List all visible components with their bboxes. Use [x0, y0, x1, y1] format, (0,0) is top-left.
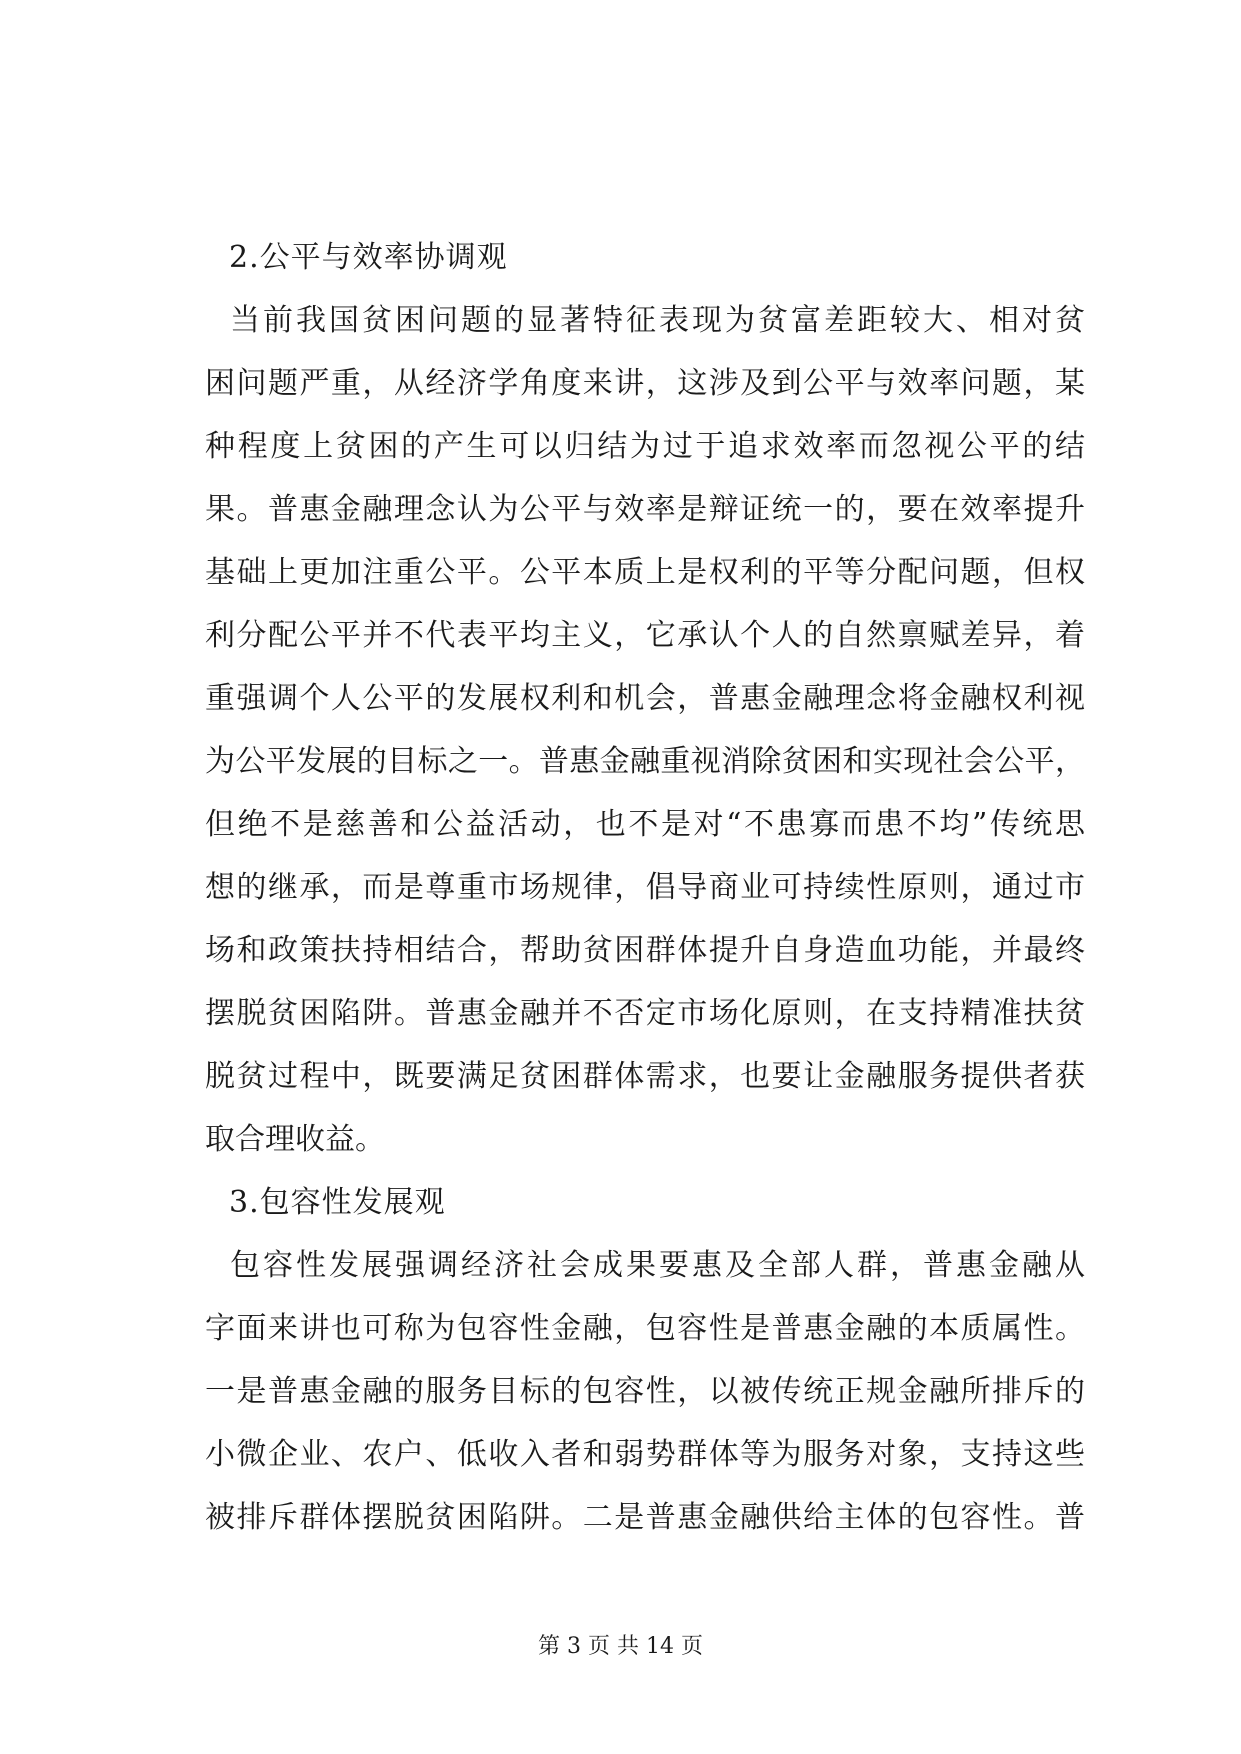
section-2-paragraph: [205, 289, 1085, 1171]
paragraph-line: 但绝不是慈善和公益活动，也不是对“不患寡而患不均”传统思: [205, 807, 1085, 842]
paragraph-line: 为公平发展的目标之一。普惠金融重视消除贫困和实现社会公平，: [205, 744, 1085, 779]
paragraph-line: 想的继承，而是尊重市场规律，倡导商业可持续性原则，通过市: [205, 870, 1085, 905]
paragraph-line: 场和政策扶持相结合，帮助贫困群体提升自身造血功能，并最终: [205, 933, 1085, 968]
paragraph-line: 困问题严重，从经济学角度来讲，这涉及到公平与效率问题，某: [205, 366, 1085, 401]
paragraph-line: 基础上更加注重公平。公平本质上是权利的平等分配问题，但权: [205, 555, 1085, 590]
paragraph-line: 一是普惠金融的服务目标的包容性，以被传统正规金融所排斥的: [205, 1374, 1085, 1409]
paragraph-line: 字面来讲也可称为包容性金融，包容性是普惠金融的本质属性。: [205, 1311, 1085, 1346]
paragraph-line: 摆脱贫困陷阱。普惠金融并不否定市场化原则，在支持精准扶贫: [205, 996, 1085, 1031]
section-3-paragraph: [205, 1234, 1085, 1549]
paragraph-line: 脱贫过程中，既要满足贫困群体需求，也要让金融服务提供者获: [205, 1059, 1085, 1094]
paragraph-line: 小微企业、农户、低收入者和弱势群体等为服务对象，支持这些: [205, 1437, 1085, 1472]
paragraph-line: 种程度上贫困的产生可以归结为过于追求效率而忽视公平的结: [205, 429, 1085, 464]
paragraph-line: 被排斥群体摆脱贫困陷阱。二是普惠金融供给主体的包容性。普: [205, 1500, 1085, 1535]
paragraph-line: 包容性发展强调经济社会成果要惠及全部人群，普惠金融从: [230, 1248, 1085, 1283]
paragraph-line: 果。普惠金融理念认为公平与效率是辩证统一的，要在效率提升: [205, 492, 1085, 527]
section-heading-3: 3.包容性发展观: [229, 1185, 446, 1220]
paragraph-line: 重强调个人公平的发展权利和机会，普惠金融理念将金融权利视: [205, 681, 1085, 716]
paragraph-line: 取合理收益。: [205, 1122, 385, 1157]
page-number-footer: 第 3 页 共 14 页: [538, 1634, 703, 1659]
paragraph-line: 当前我国贫困问题的显著特征表现为贫富差距较大、相对贫: [230, 303, 1085, 338]
section-heading-2: 2.公平与效率协调观: [229, 240, 508, 275]
document-body: [205, 226, 1085, 1549]
paragraph-line: 利分配公平并不代表平均主义，它承认个人的自然禀赋差异，着: [205, 618, 1085, 653]
